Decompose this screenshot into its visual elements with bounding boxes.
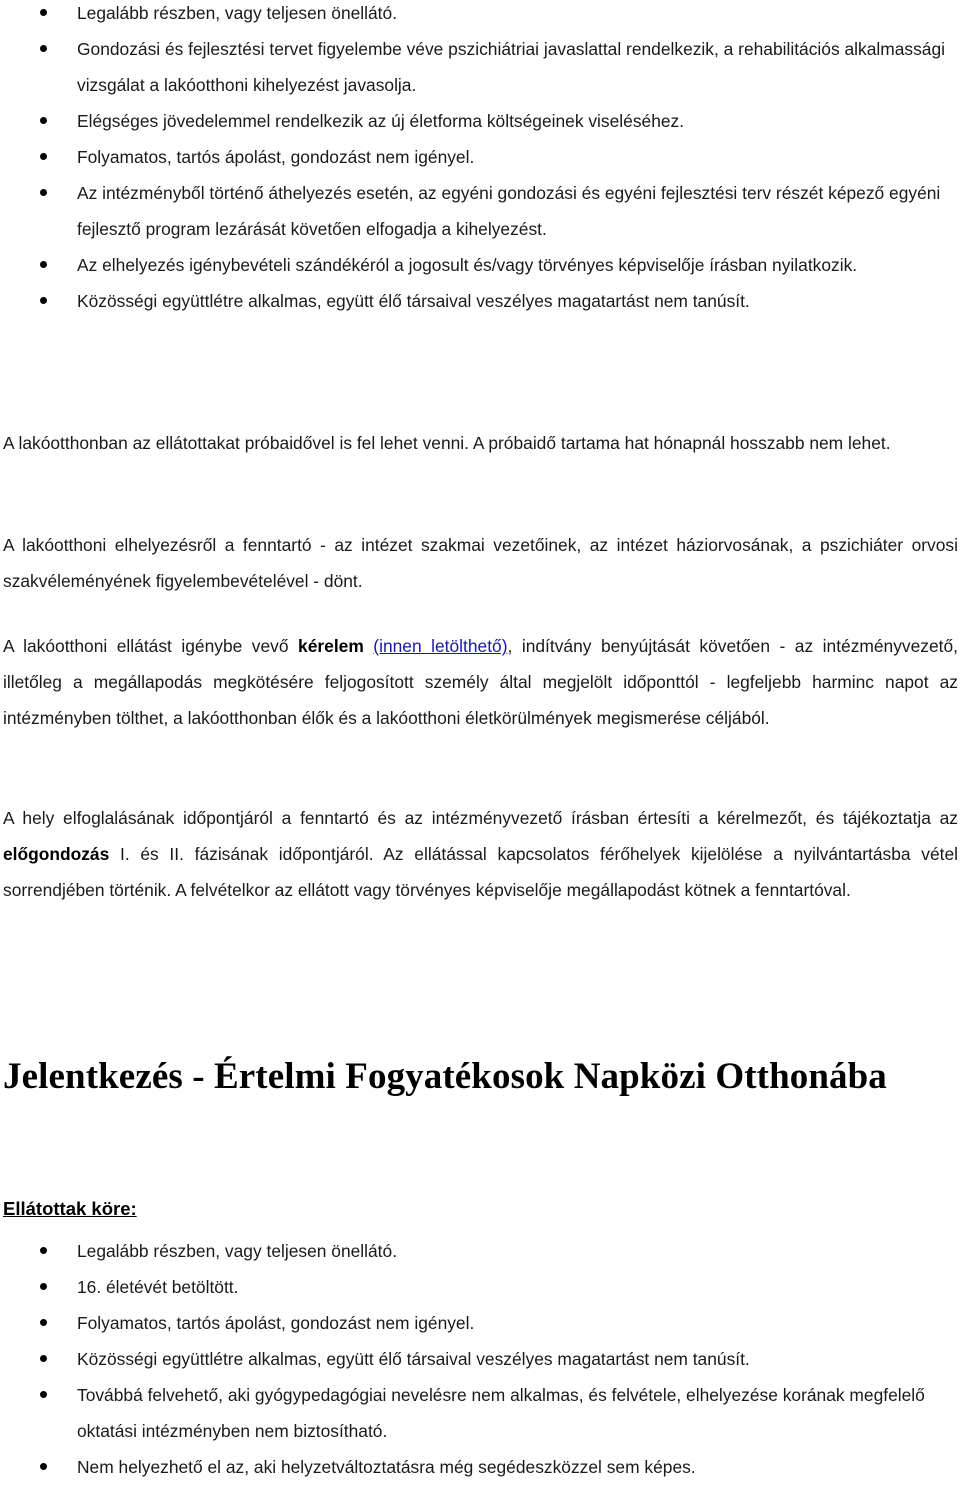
eligibility-list [3, 1233, 953, 1485]
list-item: Folyamatos, tartós ápolást, gondozást nem igényel. [3, 1305, 953, 1341]
paragraph-text: A lakóotthoni ellátást igénybe vevő [3, 636, 299, 656]
section-heading: Jelentkezés - Értelmi Fogyatékosok Napközi Otthonába [3, 1056, 887, 1097]
list-item: Továbbá felvehető, aki gyógypedagógiai nevelésre nem alkalmas, és felvétele, elhelyezése korának megfelelő oktatási intézményben nem biztosítható. [3, 1377, 953, 1449]
requirements-list [3, 0, 953, 319]
list-item: Közösségi együttlétre alkalmas, együtt élő társaival veszélyes magatartást nem tanúsít. [3, 1341, 953, 1377]
list-item: Nem helyezhető el az, aki helyzetváltoztatásra még segédeszközzel sem képes. [3, 1449, 953, 1485]
list-item: Az elhelyezés igénybevételi szándékéról a jogosult és/vagy törvényes képviselője írásban nyilatkozik. [3, 247, 953, 283]
subheading: Ellátottak köre: [3, 1198, 137, 1219]
notification-paragraph [3, 800, 958, 908]
list-item: Közösségi együttlétre alkalmas, együtt élő társaival veszélyes magatartást nem tanúsít. [3, 283, 953, 319]
list-item: Legalább részben, vagy teljesen önellátó. [3, 0, 953, 31]
list-item: 16. életévét betöltött. [3, 1269, 953, 1305]
paragraph-text: I. és II. fázisának időpontjáról. Az ellátással kapcsolatos férőhelyek kijelölése a nyilvántartásba vétel sorrendjében történik. A felvételkor az ellátott vagy törvényes képviselője megállapodást kötnek a fenntartóval. [3, 844, 958, 900]
list-item: Legalább részben, vagy teljesen önellátó. [3, 1233, 953, 1269]
paragraph-text: A hely elfoglalásának időpontjáról a fenntartó és az intézményvezető írásban értesíti a kérelmezőt, és tájékoztatja az [3, 808, 958, 828]
paragraph-text: , indítvány benyújtását követően - az intézményvezető, illetőleg a megállapodás megkötésére feljogosított személy által megjelölt időponttól - legfeljebb harminc napot az intézményben tölthet, a lakóotthonban élők és a lakóotthoni életkörülmények megismerése céljából. [3, 636, 958, 728]
list-item: Elégséges jövedelemmel rendelkezik az új életforma költségeinek viseléséhez. [3, 103, 953, 139]
application-keyword: kérelem [298, 636, 364, 656]
pre-care-keyword: előgondozás [3, 844, 110, 864]
trial-period-paragraph: A lakóotthonban az ellátottakat próbaidővel is fel lehet venni. A próbaidő tartama hat hónapnál hosszabb nem lehet. [3, 433, 891, 453]
list-item: Folyamatos, tartós ápolást, gondozást nem igényel. [3, 139, 953, 175]
download-link[interactable]: (innen letölthető) [373, 636, 508, 656]
list-item: Gondozási és fejlesztési tervet figyelembe véve pszichiátriai javaslattal rendelkezik, a rehabilitációs alkalmassági vizsgálat a lakóotthoni kihelyezést javasolja. [3, 31, 953, 103]
placement-decision-paragraph: A lakóotthoni elhelyezésről a fenntartó - az intézet szakmai vezetőinek, az intézet háziorvosának, a pszichiáter orvosi szakvéleményének figyelembevételével - dönt. [3, 535, 958, 591]
list-item: Az intézményből történő áthelyezés esetén, az egyéni gondozási és egyéni fejlesztési terv részét képező egyéni fejlesztő program lezárását követően elfogadja a kihelyezést. [3, 175, 953, 247]
application-paragraph [3, 628, 958, 736]
